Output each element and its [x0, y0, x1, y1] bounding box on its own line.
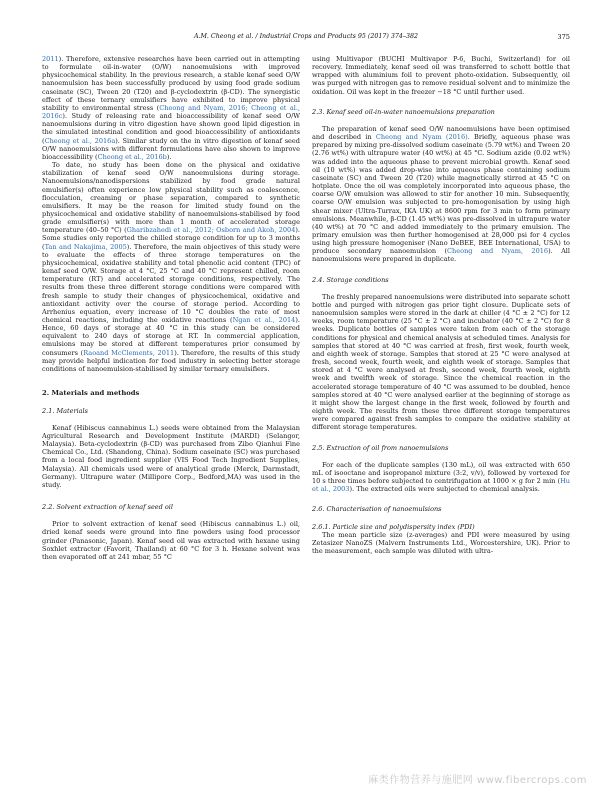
subsubsection-heading: 2.6.1. Particle size and polydispersity index (PDI)	[312, 522, 475, 531]
citation-link[interactable]: Cheong et al., 2016b	[97, 152, 167, 161]
citation-link[interactable]: Cheong and Nyam (2016)	[375, 133, 468, 142]
left-column	[42, 55, 300, 561]
section-heading: 2. Materials and methods	[42, 389, 140, 398]
subsection-heading: 2.1. Materials	[42, 406, 88, 415]
right-column	[312, 55, 570, 555]
subsection-heading: 2.4. Storage conditions	[312, 275, 389, 284]
running-title: A.M. Cheong et al. / Industrial Crops and Products 95 (2017) 374–382	[193, 33, 419, 40]
citation-link[interactable]: 2011	[42, 55, 59, 63]
preparation-paragraph: The preparation of kenaf seed O/W nanoemulsions have been optimised and described in Cheong and Nyam (2016). Briefly, aqueous phase was prepared by mixing pre-dissolved sodium caseinate (5.79 wt%) and Tween 20 (2.76 wt%) with ultrapure water (40 wt%) at 45 °C. Sodium azide (0.02 wt%) was added into the aqueous phase to prevent microbial growth. Kenaf seed oil (10 wt%) was added drop-wise into aqueous phase containing sodium caseinate (SC) and Tween 20 (T20) while magnetically stirred at 45 °C on hotplate. Once the oil was completely incorporated into aqueous phase, the coarse O/W emulsion was allowed to stir for another 10 min. Subsequently, coarse O/W emulsion was subjected to pre-homogenisation by using high shear mixer (Ultra-Turrax, IKA UK) at 8600 rpm for 3 min to form primary emulsions. Meanwhile, β-CD (1.45 wt%) was pre-dissolved in ultrapure water (40 wt%) at 70 °C and added immediately to the primary emulsion. The primary emulsion was then further homogenised at 28,000 psi for 4 cycles using high pressure homogeniser (Nano DeBEE, BEE International, USA) to produce secondary nanoemulsion (Cheong and Nyam, 2016). All nanoemulsions were prepared in duplicate.	[312, 124, 571, 264]
watermark: 麻类作物营养与施肥网 www.fibercrops.com	[368, 775, 587, 786]
citation-link[interactable]: Ngan et al., 2014	[232, 316, 296, 324]
intro-paragraph-1: 2011). Therefore, extensive researches have been carried out in attempting to formulate oil-in-water (O/W) nanoemulsions with improved physicochemical stability. In the previous research, a stable kenaf seed O/W nanoemulsion has been successfully produced by using food grade sodium caseinate (SC), Tween 20 (T20) and β-cyclodextrin (β-CD). The synergistic effect of these ternary emulsifiers have exhibited to improve physical stability to environmental stress (Cheong and Nyam, 2016; Cheong et al., 2016c). Study of releasing rate and bioaccessibility of kenaf seed O/W nanoemulsions during in vitro digestion have shown good lipid digestion in the simulated intestinal condition and good bioaccessibility of antioxidants (Cheong et al., 2016a). Similar study on the in vitro digestion of kenaf seed O/W nanoemulsions with different formulations have also shown to improve bioaccessibility (Cheong et al., 2016b).	[42, 55, 300, 161]
citation-link[interactable]: Hu et al., 2003	[312, 477, 570, 494]
citation-link[interactable]: Cheong and Nyam, 2016	[447, 247, 549, 256]
citation-link[interactable]: Cheong and Nyam, 2016; Cheong et al., 2016c	[42, 103, 300, 121]
running-head	[42, 33, 570, 45]
extraction-paragraph: Prior to solvent extraction of kenaf seed (Hibiscus cannabinus L.) oil, dried kenaf seeds were ground into fine powders using food processor grinder (Panasonic, Japan). Kenaf seed oil was extracted with hexane using Soxhlet extractor (Favorit, Thailand) at 60 °C for 3 h. Hexane solvent was then evaporated off at 241 mbar, 55 °C	[42, 520, 300, 561]
page-number: 375	[557, 33, 570, 41]
subsection-heading: 2.5. Extraction of oil from nanoemulsions	[312, 443, 449, 452]
subsection-heading: 2.3. Kenaf seed oil-in-water nanoemulsions preparation	[312, 107, 495, 116]
oil-extraction-paragraph: For each of the duplicate samples (130 mL), oil was extracted with 650 mL of isooctane and isopropanol mixture (3:2, v/v), followed by vortexed for 10 s three times before subjected to centrifugation at 1000 × g for 2 min (Hu et al., 2003). The extracted oils were subjected to chemical analysis.	[312, 460, 570, 494]
subsection-heading: 2.6. Characterisation of nanoemulsions	[312, 505, 442, 514]
citation-link[interactable]: Cheong et al., 2016a	[44, 136, 116, 145]
citation-link[interactable]: Tan and Nakajima, 2005	[44, 242, 127, 251]
subsection-heading: 2.2. Solvent extraction of kenaf seed oil	[42, 503, 173, 512]
materials-paragraph: Kenaf (Hibiscus cannabinus L.) seeds were obtained from the Malaysian Agricultural Research and Development Institute (MARDI) (Selangor, Malaysia). Beta-cyclodextrin (β-CD) was purchased from Zibo Qianhui Fine Chemical Co., Ltd. (Shandong, China). Sodium caseinate (SC) was purchased from a local food ingredient supplier (VIS Food Tech Ingredient Supplies, Malaysia). All chemicals used were of analytical grade (Merck, Darmstadt, Germany). Ultrapure water (Millipore Corp., Bedford,MA) was used in the study.	[42, 423, 300, 489]
storage-paragraph: The freshly prepared nanoemulsions were distributed into separate schott bottle and purged with nitrogen gas prior tight closure. Duplicate sets of nanoemulsion samples were stored in the dark at chiller (4 °C ± 2 °C) for 12 weeks, room temperature (25 °C ± 2 °C) and incubator (40 °C ± 2 °C) for 8 weeks. Duplicate bottles of samples were taken from each of the storage conditions for physical and chemical analysis at scheduled times. Analysis for samples that stored at 40 °C was carried at fresh, first week, fourth week, and eighth week of storage. Samples that stored at 25 °C were analysed at fresh, second week, fourth week, and eighth week of storage. Samples that stored at 4 °C were analysed at fresh, second week, fourth week, eighth week and twelfth week of storage. Since the chemical reaction in the accelerated storage temperature of 40 °C was assumed to be doubled, hence samples stored at 40 °C were analysed earlier at the beginning of storage as it might show the largest change in the first week, followed by fourth and eighth week. The results from these three different storage temperatures were compared against fresh samples to compare the oxidative stability at different storage temperatures.	[312, 292, 570, 432]
intro-paragraph-2: To date, no study has been done on the physical and oxidative stabilization of kenaf seed O/W nanoemulsions during storage. Nanoemulsions/nanodispersions stabilized by food grade natural emulsifier(s) often experience low physical stability such as coalescence, flocculation, creaming or phase separation, compared to synthetic emulsifiers. It may be the reason for limited study found on the physicochemical and oxidative stability of nanoemulsions-stabilised by food grade emulsifier(s) with more than 1 month of accelerated storage temperature (40–50 °C) (Gharibzahedi et al., 2012; Osborn and Akoh, 2004). Some studies only reported the chilled storage condition for up to 3 months (Tan and Nakajima, 2005). Therefore, the main objectives of this study were to evaluate the effects of three storage temperatures on the physicochemical, oxidative stability and total phenolic acid content (TPC) of kenaf seed O/W. Storage at 4 °C, 25 °C and 40 °C represent chilled, room temperature (RT) and accelerated storage conditions, respectively. The results from these three different storage conditions were compared with fresh sample to study their changes of physicochemical, oxidative and antioxidant activity over the course of storage period. According to Arrhenius equation, every increase of 10 °C doubles the rate of most chemical reactions, including the oxidative reactions (Ngan et al., 2014). Hence, 60 days of storage at 40 °C in this study can be considered equivalent to 240 days of storage at RT. In commercial application, emulsions may be stored at different temperatures prior consumed by consumers (Raoand McClements, 2011). Therefore, the results of this study may provide helpful indication for food industry in selecting better storage conditions of nanoemulsion-stabilised by similar ternary emulsifiers.	[42, 161, 301, 373]
particle-size-paragraph: The mean particle size (z-averages) and PDI were measured by using Zetasizer NanoZS (Malvern Instruments Ltd., Worcestershire, UK). Prior to the measurement, each sample was diluted with ultra-	[312, 530, 570, 556]
oil-recovery-paragraph: using Multivapor (BUCHI Multivapor P-6, Buchi, Switzerland) for oil recovery. Immediately, kenaf seed oil was transferred to schott bottle that wrapped with aluminium foil to prevent photo-oxidation. Subsequently, oil was purged with nitrogen gas to remove residual solvent and to minimize the oxidation. Oil was kept in the freezer −18 °C until further used.	[312, 55, 570, 96]
citation-link[interactable]: Raoand McClements, 2011	[83, 348, 175, 357]
citation-link[interactable]: Gharibzahedi et al., 2012; Osborn and Akoh, 2004	[126, 226, 296, 235]
